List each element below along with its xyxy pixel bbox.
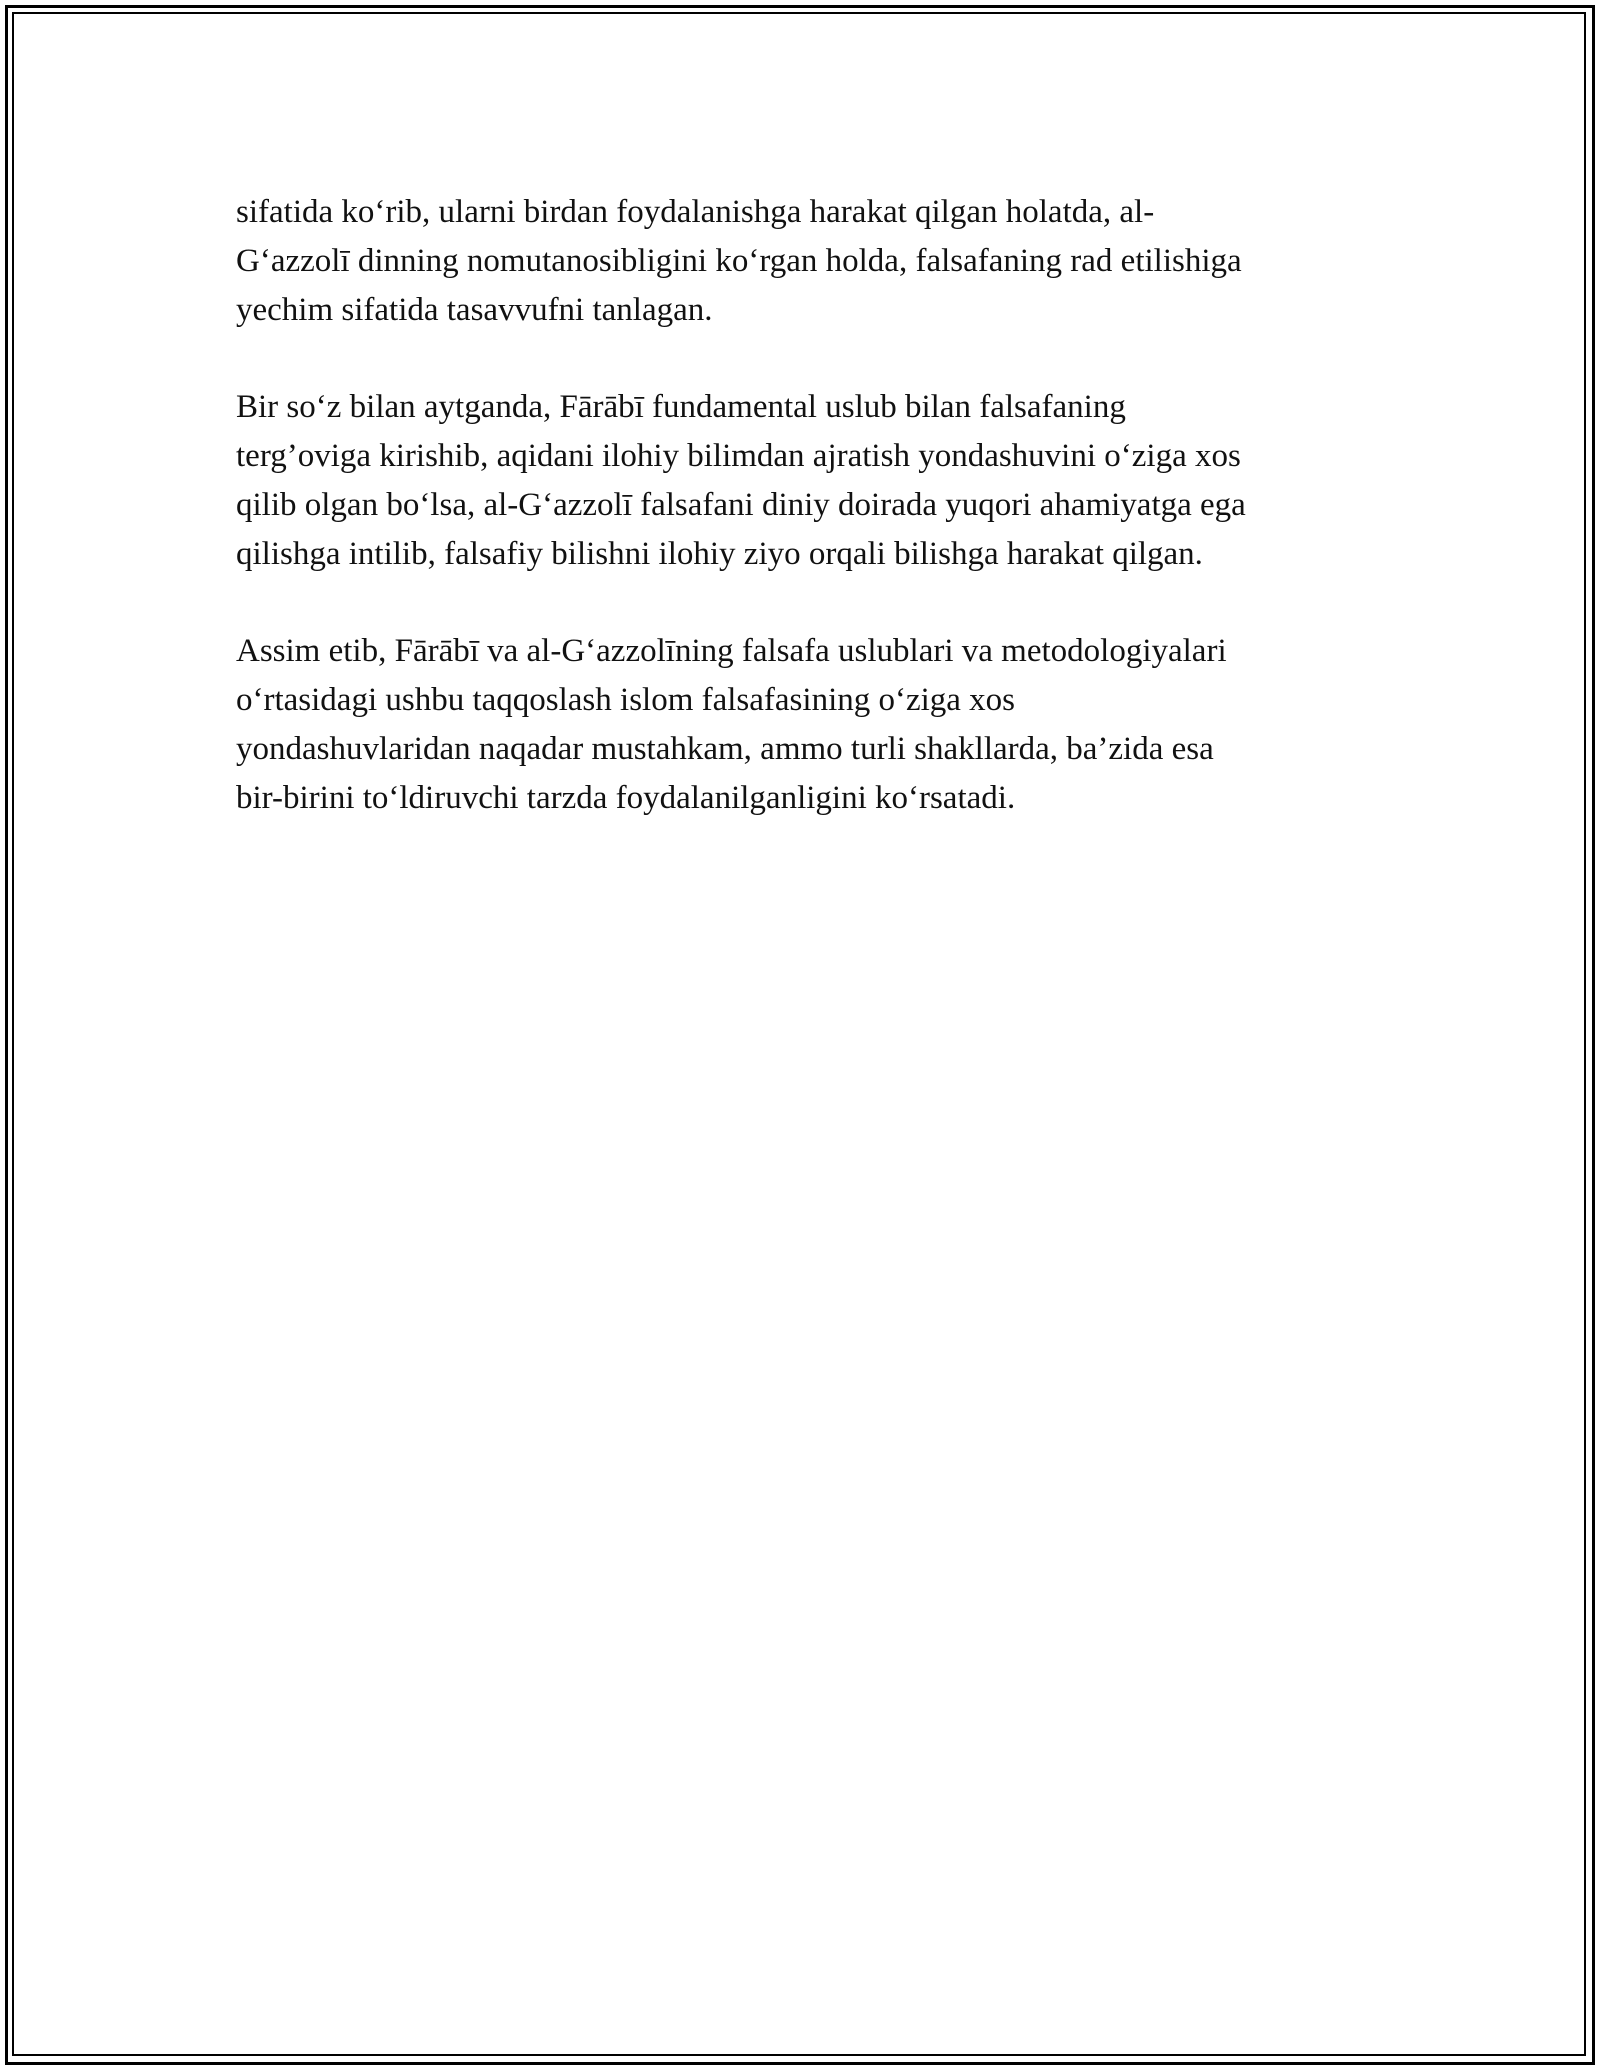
paragraph-3 <box>236 627 1366 823</box>
text-line: yechim sifatida tasavvufni tanlagan. <box>236 292 713 328</box>
paragraph-2 <box>236 383 1366 579</box>
text-line: G‘azzolī dinning nomutanosibligini ko‘rgan holda, falsafaning rad etilishiga <box>236 243 1242 279</box>
text-line: bir-birini to‘ldiruvchi tarzda foydalanilganligini ko‘rsatadi. <box>236 780 1016 816</box>
text-line: qilishga intilib, falsafiy bilishni ilohiy ziyo orqali bilishga harakat qilgan. <box>236 536 1203 572</box>
text-line: terg’oviga kirishib, aqidani ilohiy bilimdan ajratish yondashuvini o‘ziga xos <box>236 438 1241 474</box>
text-line: qilib olgan bo‘lsa, al-G‘azzolī falsafani diniy doirada yuqori ahamiyatga ega <box>236 487 1246 523</box>
text-line: Bir so‘z bilan aytganda, Fārābī fundamental uslub bilan falsafaning <box>236 389 1126 425</box>
text-line: sifatida ko‘rib, ularni birdan foydalanishga harakat qilgan holatda, al- <box>236 194 1155 230</box>
paragraph-1 <box>236 188 1366 335</box>
document-body <box>236 188 1366 871</box>
text-line: yondashuvlaridan naqadar mustahkam, ammo turli shakllarda, ba’zida esa <box>236 731 1214 767</box>
text-line: Assim etib, Fārābī va al-G‘azzolīning falsafa uslublari va metodologiyalari <box>236 633 1227 669</box>
text-line: o‘rtasidagi ushbu taqqoslash islom falsafasining o‘ziga xos <box>236 682 1016 718</box>
